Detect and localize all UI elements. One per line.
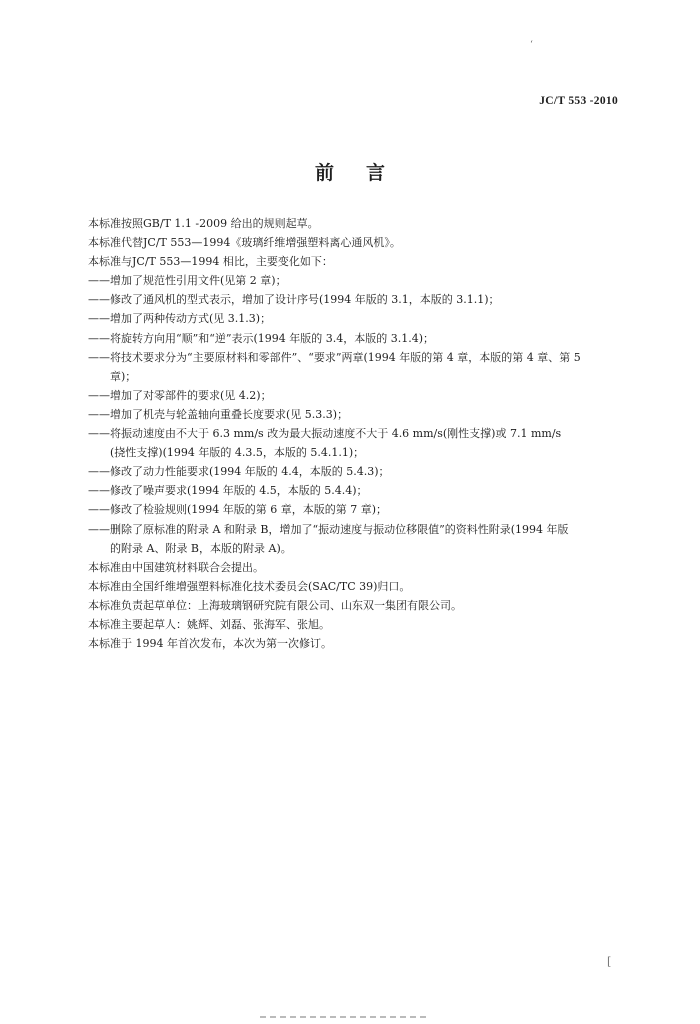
change-item: ——将振动速度由不大于 6.3 mm/s 改为最大振动速度不大于 4.6 mm/s(刚性支撑)或 7.1 mm/s	[88, 427, 562, 441]
scan-mark-top: ‘	[530, 40, 533, 50]
change-item: ——将技术要求分为“主要原材料和零部件”、“要求”两章(1994 年版的第 4 章，本版的第 4 章、第 5	[88, 350, 581, 364]
change-item: ——增加了两种传动方式(见 3.1.3)；	[88, 312, 272, 326]
change-item-continuation: 章)；	[110, 369, 137, 383]
change-item: ——修改了噪声要求(1994 年版的 4.5，本版的 5.4.4)；	[88, 484, 368, 498]
paragraph: 本标准由中国建筑材料联合会提出。	[88, 560, 264, 574]
paragraph: 本标准与JC/T 553—1994 相比，主要变化如下：	[88, 255, 333, 269]
change-item: ——修改了检验规则(1994 年版的第 6 章，本版的第 7 章)；	[88, 503, 388, 517]
paragraph: 本标准主要起草人：姚辉、刘磊、张海军、张旭。	[88, 617, 330, 631]
change-item-continuation: 的附录 A、附录 B，本版的附录 A)。	[110, 541, 292, 555]
paragraph: 本标准负责起草单位：上海玻璃钢研究院有限公司、山东双一集团有限公司。	[88, 598, 462, 612]
paragraph: 本标准按照GB/T 1.1 -2009 给出的规则起草。	[88, 217, 319, 230]
page-title: 前言	[314, 162, 417, 184]
change-item-continuation: (挠性支撑)(1994 年版的 4.3.5，本版的 5.4.1.1)；	[110, 446, 365, 460]
change-item: ——修改了通风机的型式表示，增加了设计序号(1994 年版的 3.1，本版的 3.1.1)；	[88, 293, 500, 307]
paragraph: 本标准于 1994 年首次发布，本次为第一次修订。	[88, 637, 332, 651]
change-item: ——删除了原标准的附录 A 和附录 B，增加了“振动速度与振动位移限值”的资料性附录(1994 年版	[88, 522, 569, 536]
paragraph: 本标准代替JC/T 553—1994《玻璃纤维增强塑料离心通风机》。	[88, 236, 401, 250]
change-item: ——增加了机壳与轮盖轴向重叠长度要求(见 5.3.3)；	[88, 407, 349, 421]
document-body	[88, 214, 633, 653]
scan-artifact	[260, 1016, 430, 1018]
change-item: ——将旋转方向用“顺”和“逆”表示(1994 年版的 3.4，本版的 3.1.4)；	[88, 331, 435, 345]
change-item: ——修改了动力性能要求(1994 年版的 4.4，本版的 5.4.3)；	[88, 465, 390, 479]
change-item: ——增加了对零部件的要求(见 4.2)；	[88, 388, 272, 402]
paragraph: 本标准由全国纤维增强塑料标准化技术委员会(SAC/TC 39)归口。	[88, 579, 411, 593]
standard-code: JC/T 553 -2010	[539, 95, 618, 107]
scan-mark-bottom: [	[607, 955, 612, 968]
change-item: ——增加了规范性引用文件(见第 2 章)；	[88, 274, 287, 288]
